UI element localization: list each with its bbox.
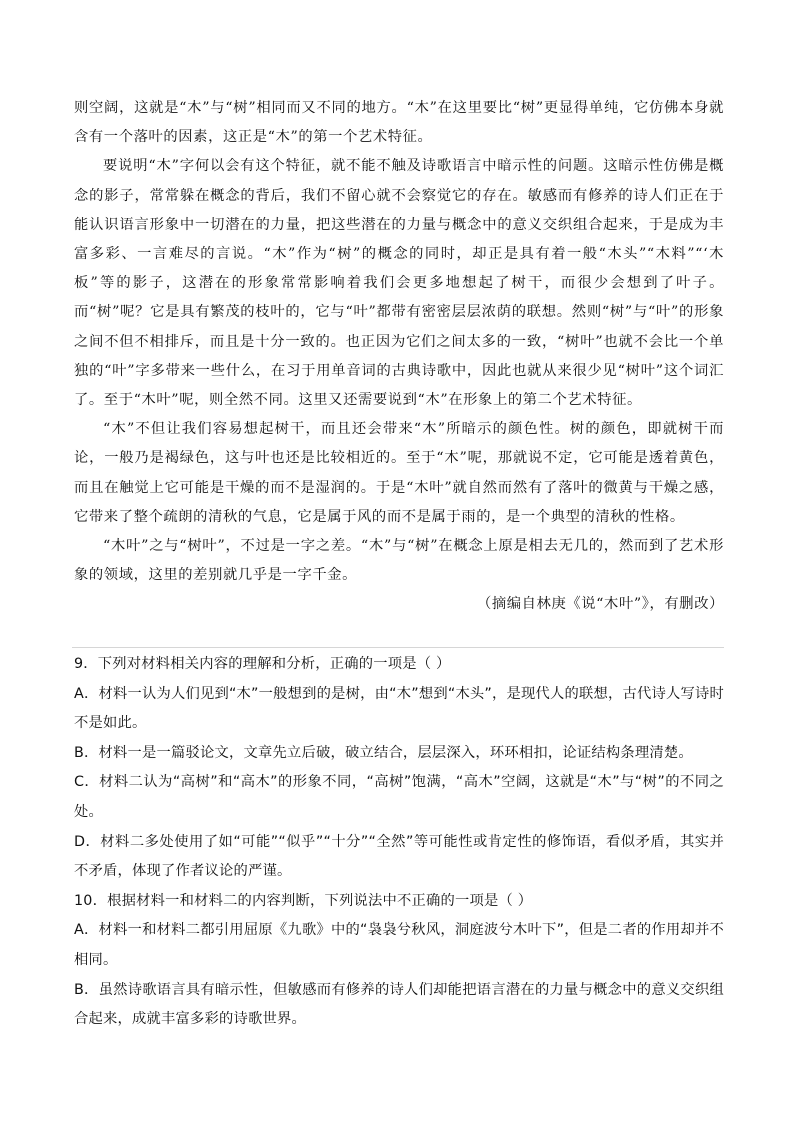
question-9-option-c: C．材料二认为“高树”和“高木”的形象不同，“高树”饱满，“高木”空阔，这就是“木”与“树”的不同之处。 [74, 774, 724, 820]
section-divider [72, 647, 724, 648]
passage-paragraph-3: “木”不但让我们容易想起树干，而且还会带来“木”所暗示的颜色性。树的颜色，即就树干而论，一般乃是褐绿色，这与叶也还是比较相近的。至于“木”呢，那就说不定，它可能是透着黄色，而且在触觉上它可能是干燥的而不是湿润的。于是“木叶”就自然而然有了落叶的微黄与干燥之感，它带来了整个疏朗的清秋的气息，它是属于风的而不是属于雨的，是一个典型的清秋的性格。 [74, 421, 724, 525]
passage-paragraph-2: 要说明“木”字何以会有这个特征，就不能不触及诗歌语言中暗示性的问题。这暗示性仿佛是概念的影子，常常躲在概念的背后，我们不留心就不会察觉它的存在。敏感而有修养的诗人们正在于能认识语言形象中一切潜在的力量，把这些潜在的力量与概念中的意义交织组合起来，于是成为丰富多彩、一言难尽的言说。“木”作为“树”的概念的同时，却正是具有着一般“木头”“木料”“‘木板”等的影子，这潜在的形象常常影响着我们会更多地想起了树干，而很少会想到了叶子。而“树”呢？它是具有繁茂的枝叶的，它与“叶”都带有密密层层浓荫的联想。然则“树”与“叶”的形象之间不但不相排斥，而且是十分一致的。也正因为它们之间太多的一致，“树叶”也就不会比一个单独的“叶”字多带来一些什么，在习于用单音词的古典诗歌中，因此也就从来很少见“树叶”这个词汇了。至于“木叶”呢，则全然不同。这里又还需要说到“木”在形象上的第二个艺术特征。 [74, 158, 724, 409]
question-9-option-d: D．材料二多处使用了如“可能”“似乎”“十分”“全然”等可能性或肯定性的修饰语，看似矛盾，其实并不矛盾，体现了作者议论的严谨。 [74, 833, 724, 880]
questions-section [74, 650, 724, 1035]
question-10-option-a: A．材料一和材料二都引用屈原《九歌》中的“袅袅兮秋风，洞庭波兮木叶下”，但是二者的作用却并不相同。 [74, 922, 724, 968]
question-9-option-a: A．材料一认为人们见到“木”一般想到的是树，由“木”想到“木头”，是现代人的联想，古代诗人写诗时不是如此。 [74, 685, 724, 732]
question-10-stem: 10．根据材料一和材料二的内容判断，下列说法中不正确的一项是（ ） [74, 892, 533, 909]
question-10-option-b: B．虽然诗歌语言具有暗示性，但敏感而有修养的诗人们却能把语言潜在的力量与概念中的意义交织组合起来，成就丰富多彩的诗歌世界。 [74, 981, 724, 1028]
passage-paragraph-1: 则空阔，这就是“木”与“树”相同而又不同的地方。“木”在这里要比“树”更显得单纯，它仿佛本身就含有一个落叶的因素，这正是“木”的第一个艺术特征。 [74, 100, 724, 146]
reading-passage [74, 94, 724, 620]
passage-paragraph-4: “木叶”之与“树叶”，不过是一字之差。“木”与“树”在概念上原是相去无几的，然而到了艺术形象的领域，这里的差别就几乎是一字千金。 [74, 538, 724, 584]
question-9-stem: 9．下列对材料相关内容的理解和分析，正确的一项是（ ） [74, 656, 451, 672]
passage-source-citation: （摘编自林庚《说“木叶”》，有删改） [476, 596, 724, 613]
question-9-option-b: B．材料一是一篇驳论文，文章先立后破，破立结合，层层深入，环环相扣，论证结构条理清楚。 [74, 744, 693, 761]
